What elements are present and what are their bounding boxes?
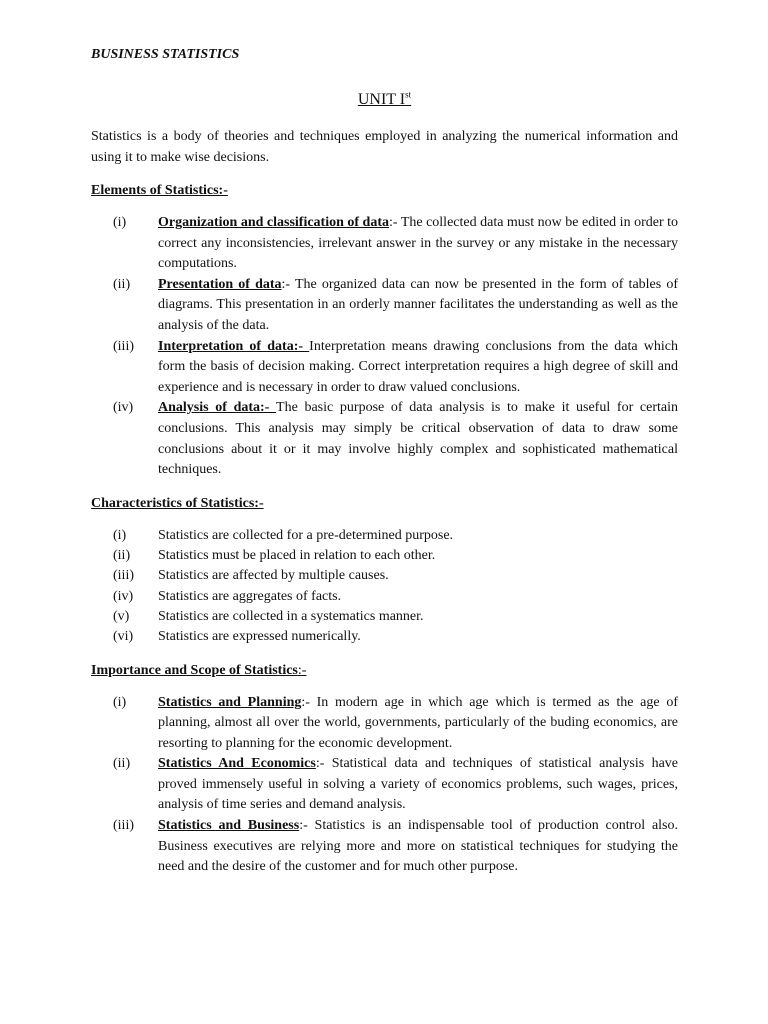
item-body: [158, 275, 678, 337]
item-term: Organization and classification of data: [158, 215, 390, 230]
item-text: Statistics are collected for a pre-determined purpose.: [158, 527, 454, 543]
importance-heading-text: Importance and Scope of Statistics: [91, 662, 298, 678]
item-term: Analysis of data:-: [158, 400, 277, 416]
item-number: (i): [113, 694, 127, 710]
intro-paragraph: Statistics is a body of theories and techniques employed in analyzing the numerical information and using it to make wise decisions.: [91, 129, 678, 165]
importance-heading: [91, 661, 678, 681]
list-item: [91, 546, 678, 566]
item-number: (v): [113, 608, 130, 624]
item-number: (iii): [113, 338, 134, 354]
characteristics-heading: Characteristics of Statistics:-: [91, 495, 264, 511]
list-item: [91, 816, 678, 878]
item-text: :- The organized data can now be presented in the form of tables of diagrams. This presentation in an orderly manner facilitates the understanding as well as the analysis of the data.: [158, 276, 678, 333]
item-number: (ii): [113, 756, 131, 772]
document-header: BUSINESS STATISTICS: [91, 47, 240, 62]
item-text: The basic purpose of data analysis is to make it useful for certain conclusions. This analysis may simply be critical observation of data to draw some conclusions about it or it may involve highly complex and sophisticated mathematical techniques.: [158, 400, 678, 478]
unit-title-superscript: st: [405, 89, 412, 100]
item-number: (iii): [113, 818, 134, 834]
item-text: :- In modern age in which age which is termed as the age of planning, almost all over the world, governments, particularly of the buding economics, are resorting to planning for the economic development.: [158, 694, 678, 751]
item-body: [158, 754, 678, 816]
item-text: :- Statistics is an indispensable tool of production control also. Business executives are relying more and more on statistical techniques for studying the need and the desire of the customer and for much other purpose.: [158, 818, 678, 875]
item-number: (ii): [113, 276, 131, 292]
item-number: (ii): [113, 548, 131, 564]
item-body: [158, 337, 678, 399]
item-body: [158, 398, 678, 480]
item-body: [158, 213, 678, 275]
item-term: Interpretation of data:-: [158, 338, 310, 354]
item-number: (vi): [113, 629, 134, 645]
unit-title-text: UNIT I: [357, 91, 406, 108]
list-item: [91, 693, 678, 755]
unit-title: [91, 90, 678, 110]
item-text: Statistics are aggregates of facts.: [158, 588, 342, 604]
list-item: [91, 213, 678, 275]
item-number: (i): [113, 527, 127, 543]
list-item: [91, 627, 678, 647]
list-item: [91, 566, 678, 586]
importance-list: [91, 693, 678, 878]
item-text: :- Statistical data and techniques of statistical analysis have proved immensely useful in solving a variety of economics problems, such wages, prices, analysis of time series and demand analysis.: [158, 756, 678, 813]
list-item: [91, 587, 678, 607]
item-text: Statistics are expressed numerically.: [158, 629, 361, 645]
item-number: (iv): [113, 400, 134, 416]
item-number: (iii): [113, 568, 134, 584]
item-text: Statistics are collected in a systematics manner.: [158, 608, 424, 624]
item-term: Statistics and Business: [158, 818, 300, 834]
item-term: Statistics And Economics: [158, 756, 316, 772]
item-text: :- The collected data must now be edited in order to correct any inconsistencies, irrelevant answer in the survey or any mistake in the necessary computations.: [158, 215, 678, 272]
importance-heading-suffix: :-: [297, 662, 307, 678]
item-body: [158, 693, 678, 755]
characteristics-list: [91, 526, 678, 648]
item-text: Statistics must be placed in relation to each other.: [158, 548, 436, 564]
item-body: [158, 816, 678, 878]
item-number: (i): [113, 215, 127, 230]
list-item: [91, 754, 678, 816]
list-item: [91, 607, 678, 627]
item-number: (iv): [113, 588, 134, 604]
document-page: [91, 46, 678, 878]
item-text: Interpretation means drawing conclusions from the data which form the basis of decision making. Correct interpretation requires a high degree of skill and experience and is necessary in order to draw valued conclusions.: [158, 338, 678, 395]
item-term: Presentation of data: [158, 276, 282, 292]
list-item: [91, 275, 678, 337]
item-text: Statistics are affected by multiple causes.: [158, 568, 389, 584]
elements-list: [91, 213, 678, 481]
item-term: Statistics and Planning: [158, 694, 302, 710]
list-item: [91, 398, 678, 480]
list-item: [91, 337, 678, 399]
list-item: [91, 526, 678, 546]
elements-heading: Elements of Statistics:-: [91, 183, 228, 198]
